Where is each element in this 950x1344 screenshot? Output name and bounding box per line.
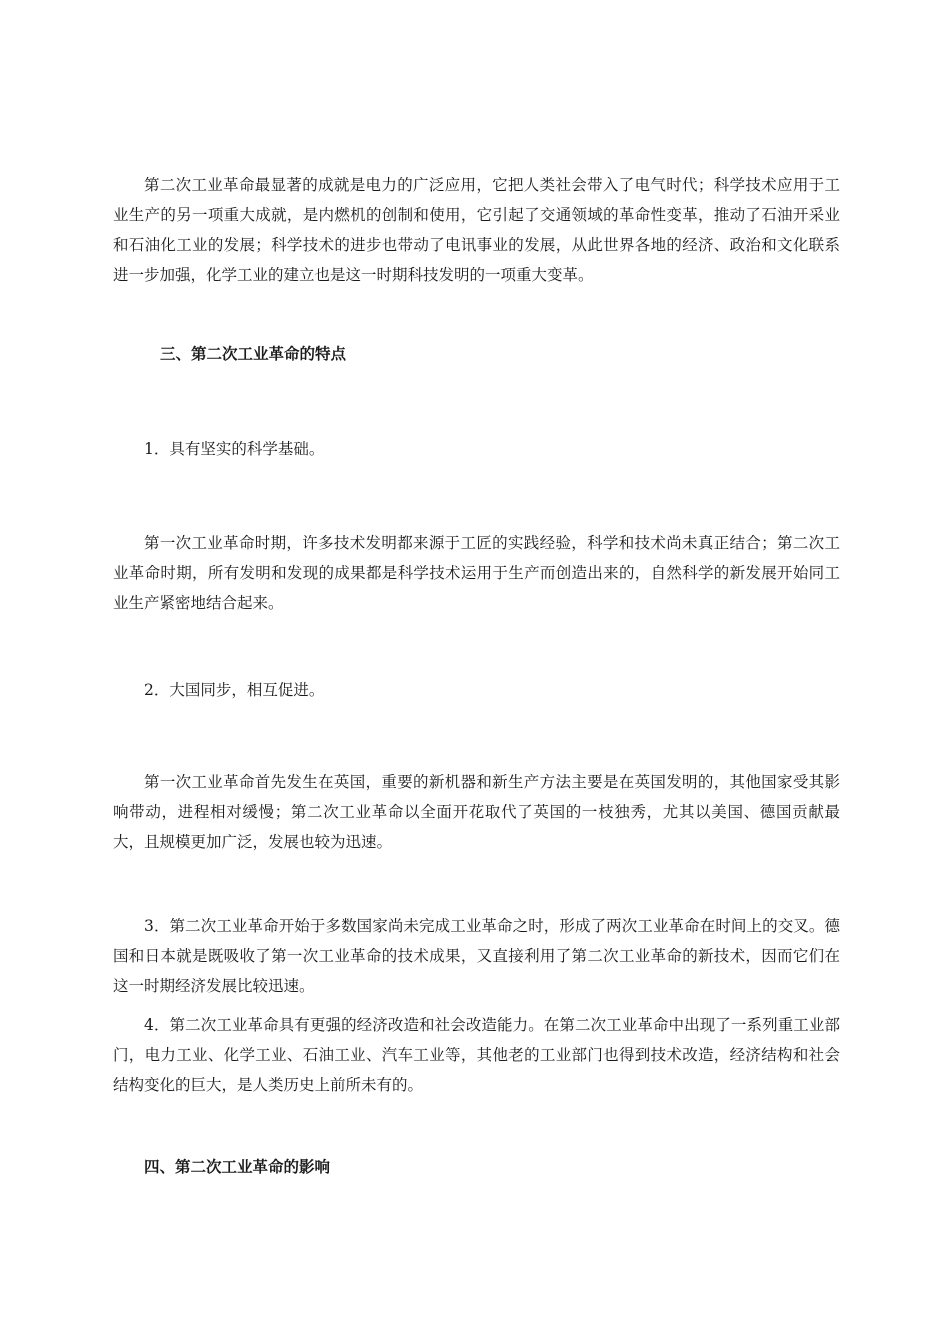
list-item-overlap: 3．第二次工业革命开始于多数国家尚未完成工业革命之时，形成了两次工业革命在时间上的交叉。德国和日本就是既吸收了第一次工业革命的技术成果，又直接利用了第二次工业革命的新技术，因而它们在这一时期经济发展比较迅速。 [113,917,840,995]
list-item-scientific-basis: 1．具有坚实的科学基础。 [144,440,325,458]
section-heading-features: 三、第二次工业革命的特点 [160,344,347,363]
section-heading-impact: 四、第二次工业革命的影响 [144,1157,331,1176]
paragraph-electricity-achievements: 第二次工业革命最显著的成就是电力的广泛应用，它把人类社会带入了电气时代；科学技术应用于工业生产的另一项重大成就，是内燃机的创制和使用，它引起了交通领域的革命性变革，推动了石油开采业和石油化工业的发展；科学技术的进步也带动了电讯事业的发展，从此世界各地的经济、政治和文化联系进一步加强，化学工业的建立也是这一时期科技发明的一项重大变革。 [113,176,840,284]
paragraph-britain-vs-others: 第一次工业革命首先发生在英国，重要的新机器和新生产方法主要是在英国发明的，其他国家受其影响带动，进程相对缓慢；第二次工业革命以全面开花取代了英国的一枝独秀，尤其以美国、德国贡献最大，且规模更加广泛，发展也较为迅速。 [113,773,840,851]
paragraph-science-technology: 第一次工业革命时期，许多技术发明都来源于工匠的实践经验，科学和技术尚未真正结合；第二次工业革命时期，所有发明和发现的成果都是科学技术运用于生产而创造出来的，自然科学的新发展开始同工业生产紧密地结合起来。 [113,534,840,612]
list-item-transformation: 4．第二次工业革命具有更强的经济改造和社会改造能力。在第二次工业革命中出现了一系列重工业部门，电力工业、化学工业、石油工业、汽车工业等，其他老的工业部门也得到技术改造，经济结构和社会结构变化的巨大，是人类历史上前所未有的。 [113,1016,840,1094]
list-item-powers-in-sync: 2．大国同步，相互促进。 [144,681,325,699]
